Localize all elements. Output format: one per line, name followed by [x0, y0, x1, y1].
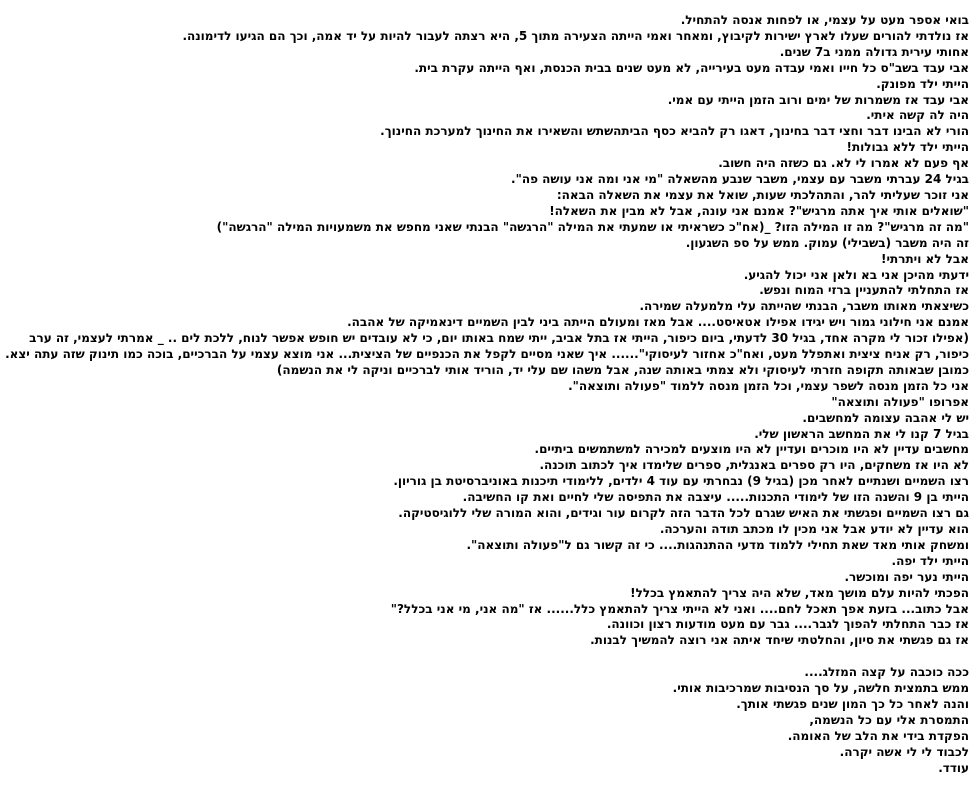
text-line: בגיל 7 קנו לי את המחשב הראשון שלי.	[754, 426, 969, 441]
text-line: בואי אספר מעט על עצמי, או לפחות אנסה להתחיל.	[680, 13, 969, 27]
text-line: אבל כתוב... בזעת אפך תאכל לחם.... ואני לא הייתי צריך להתאמץ כלל...... אז "מה אני, מי אני בכלל?"	[390, 601, 969, 616]
text-line: הפכתי להיות עלם מושך מאד, שלא היה צריך להתאמץ בכלל!	[630, 585, 969, 600]
text-line: ומשחק אותי מאד שאת תחילי ללמוד מדעי ההתנהגות.... כי זה קשור גם ל"פעולה ותוצאה".	[466, 537, 969, 552]
text-line: גם רצו השמיים ופגשתי את האיש שגרם לכל הדבר הזה לקרום עור וגידים, והוא המורה שלי ללוגיסטיקה.	[398, 506, 969, 521]
text-line: זה היה משבר (בשבילי) עמוק. ממש על ספ השגעון.	[685, 235, 969, 250]
text-line: "מה זה מרגיש"? מה זו המילה הזו? _(אח"כ כשראיתי או שמעתי את המילה "הרגשה" הבנתי שאני מחפש את משמעויות המילה "הרגשה")	[216, 219, 969, 234]
text-line: ככה כוכבה על קצה המזלג....	[804, 665, 969, 680]
text-line: לכבוד לי לי אשה יקרה.	[839, 744, 969, 759]
text-line: הייתי ילד יפה.	[891, 553, 969, 568]
text-line: הורי לא הבינו דבר וחצי דבר בחינוך, דאגו רק להביא כסף הביתהשתש והשאירו את החינוך למערכת החינוך.	[380, 124, 969, 139]
text-line: אפרופו "פעולה ותוצאה"	[831, 394, 969, 409]
text-line: הייתי ילד ללא גבולות!	[846, 140, 969, 155]
text-line: היה לה קשה איתי.	[866, 108, 969, 123]
text-line: אף פעם לא אמרו לי לא. גם כשזה היה חשוב.	[718, 156, 969, 171]
text-line: מחשבים עדיין לא היו מוכרים ועדיין לא היו מוצעים למכירה למשתמשים ביתיים.	[534, 442, 969, 457]
text-line: ידעתי מהיכן אני בא ולאן אני יכול להגיע.	[743, 267, 969, 282]
text-line: הייתי בן 9 והשנה הזו של לימודי התכנות..... עיצבה את התפיסה שלי לחיים ואת קו החשיבה.	[462, 490, 969, 505]
text-line: אבל לא ויתרתי!	[881, 251, 969, 266]
text-line: הייתי ילד מפונק.	[876, 76, 969, 91]
text-line: כשיצאתי מאותו משבר, הבנתי שהייתה עלי מלמעלה שמירה.	[639, 299, 969, 314]
text-line: אחותי עירית גדולה ממני ב7 שנים.	[779, 44, 969, 59]
text-line: (אפילו זכור לי מקרה אחד, בגיל 30 לדעתי, ביום כיפור, הייתי אז בתל אביב, ייתי שמח באותו יום, כי לא עובדים יש חופש אפשר לנוח, ללכת לים .. _ אמרתי לעצמי, זה ערב כיפור, רק אניח ציצית ואתפלל מעט, ואח"כ אחזור לעיסוקי"...... איך שאני מסיים לקפל את הכנפיים של הציצית... אני מוצא עצמי על הברכיים, בוכה כמו תינוק שזה עתה יצא. כמובן שבאותה תקופה חזרתי לעיסוקי ולא צמתי באותה שנה, אבל משהו שם עלי יד, הוריד אותי לברכיים וניקה לי את הנשמה)	[5, 331, 969, 377]
text-line: אז התחלתי להתעניין ברזי המוח ונפש.	[759, 283, 969, 298]
text-line: רצו השמיים ושנתיים לאחר מכן (בגיל 9) נבחרתי עם עוד 4 ילדים, ללימודי תיכנות באוניברסיטת בן גוריון.	[393, 474, 969, 489]
text-line: לא היו אז משחקים, היו רק ספרים באנגלית, ספרים שלימדו איך לכתוב תוכנה.	[539, 458, 969, 473]
blank-line	[4, 649, 969, 665]
text-line: אני כל הזמן מנסה לשפר עצמי, וכל הזמן מנסה ללמוד "פעולה ותוצאה".	[568, 378, 969, 393]
text-line: אני זוכר שעליתי להר, והתהלכתי שעות, שואל את עצמי את השאלה הבאה:	[556, 187, 969, 202]
text-line: התמסרת אלי עם כל הנשמה,	[809, 712, 969, 727]
text-line: והנה לאחר כל כך המון שנים פגשתי אותך.	[736, 696, 969, 711]
text-line: אבי עבד אז משמרות של ימים ורוב הזמן הייתי עם אמי.	[667, 92, 969, 107]
text-line: הפקדת בידי את הלב של האומה.	[787, 728, 969, 743]
text-line: ממש בתמצית חלשה, על סך הנסיבות שמרכיבות אותי.	[672, 681, 969, 696]
text-line: אז כבר התחלתי להפוך לגבר.... גבר עם מעט מודעות רצון וכוונה.	[606, 617, 969, 632]
text-line: "שואלים אותי איך אתה מרגיש"? אמנם אני עונה, אבל לא מבין את השאלה!	[549, 203, 969, 218]
text-line: אמנם אני חילוני גמור ויש יגידו אפילו אטאיסט.... אבל מאז ומעולם הייתה ביני לבין השמיים דינאמיקה של אהבה.	[347, 315, 969, 330]
text-line: עודד.	[938, 760, 969, 775]
text-line: אז נולדתי להורים שעלו לארץ ישירות לקיבוץ, ומאחר ואמי הייתה הצעירה מתוך 5, היא רצתה לעבור להיות על יד אמה, וכך הם הגיעו לדימונה.	[182, 28, 969, 43]
text-line: אבי עבד בשב"ס כל חייו ואמי עבדה מעט בעירייה, לא מעט שנים בבית הכנסת, ואף הייתה עקרת בית.	[414, 60, 969, 75]
text-line: בגיל 24 עברתי משבר עם עצמי, משבר שנבע מהשאלה "מי אני ומה אני עושה פה".	[511, 172, 969, 187]
text-line: הייתי נער יפה ומוכשר.	[844, 569, 969, 584]
text-line: הוא עדיין לא יודע אבל אני מכין לו מכתב תודה והערכה.	[659, 522, 969, 536]
text-line: אז גם פגשתי את סיון, והחלטתי שיחד איתה אני רוצה להמשיך לבנות.	[590, 633, 969, 648]
text-line: יש לי אהבה עצומה למחשבים.	[802, 410, 969, 425]
